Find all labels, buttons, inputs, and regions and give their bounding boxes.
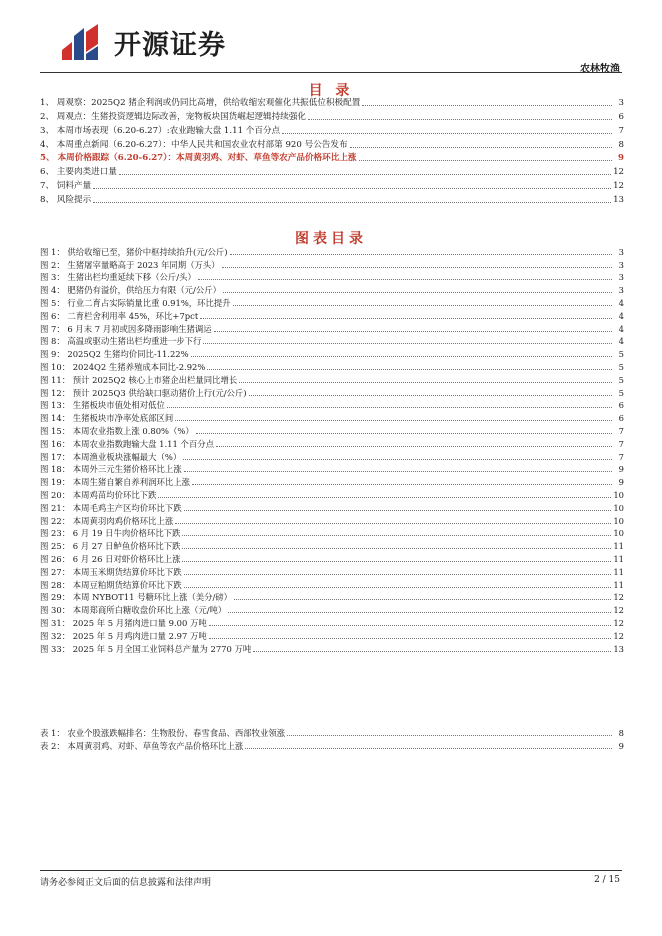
toc-entry[interactable]	[40, 424, 624, 437]
dot-leader	[184, 587, 612, 588]
toc-entry-page: 12	[613, 617, 624, 628]
page-number: 2 / 15	[594, 875, 620, 885]
dot-leader	[183, 459, 612, 460]
toc-entry-page: 3	[618, 246, 624, 257]
toc-entry[interactable]	[40, 514, 624, 527]
toc-entry-title: 5、 本周价格跟踪（6.20-6.27）：本周黄羽鸡、对虾、草鱼等农产品价格环比上涨	[40, 153, 357, 164]
toc-entry-title: 图 32： 2025 年 5 月鸡肉进口量 2.97 万吨	[40, 630, 207, 641]
toc-entry-page: 11	[613, 566, 624, 577]
toc-entry-title: 图 11： 预计 2025Q2 核心上市猪企出栏量同比增长	[40, 374, 238, 385]
toc-entry-page: 11	[613, 541, 624, 552]
toc-entry[interactable]	[40, 488, 624, 501]
toc-entry[interactable]	[40, 309, 624, 322]
toc-entry[interactable]	[40, 258, 624, 271]
toc-entry[interactable]	[40, 501, 624, 514]
toc-entry[interactable]	[40, 578, 624, 591]
toc-entry-page: 13	[613, 643, 624, 654]
toc-entry-page: 10	[613, 502, 624, 513]
toc-entry-page: 4	[618, 310, 624, 321]
toc-entry-title: 图 16： 本周农业指数跑输大盘 1.11 个百分点	[40, 438, 214, 449]
toc-entry[interactable]	[40, 552, 624, 565]
toc-entry-title: 图 7： 6 月末 7 月初或因多降雨影响生猪调运	[40, 323, 212, 334]
toc-entry[interactable]	[40, 399, 624, 412]
dot-leader	[214, 331, 612, 332]
toc-entry-page: 10	[613, 489, 624, 500]
toc-entry-title: 图 2： 生猪屠宰量略高于 2023 年同期（万头）	[40, 259, 220, 270]
toc-entry[interactable]	[40, 271, 624, 284]
toc-entry-title: 图 26： 6 月 26 日对虾价格环比上涨	[40, 553, 181, 564]
toc-entry[interactable]	[40, 591, 624, 604]
toc-entry-page: 11	[613, 579, 624, 590]
toc-entry-page: 5	[618, 387, 624, 398]
dot-leader	[222, 267, 612, 268]
dot-leader	[308, 119, 612, 120]
dot-leader	[228, 612, 611, 613]
toc-entry-title: 图 3： 生猪出栏均重延续下移（公斤/头）	[40, 272, 196, 283]
dot-leader	[234, 599, 611, 600]
dot-leader	[207, 369, 612, 370]
toc-entry-page: 6	[618, 413, 624, 424]
toc-entry-page: 12	[613, 592, 624, 603]
dot-leader	[362, 105, 612, 106]
toc-entry[interactable]	[40, 527, 624, 540]
toc-entry-title: 图 20： 本周鸡苗均价环比下跌	[40, 489, 157, 500]
dot-leader	[184, 574, 612, 575]
toc-entry-title: 图 4： 肥猪仍有溢价，供给压力有限（元/公斤）	[40, 285, 221, 296]
toc-entry-page: 8	[618, 727, 624, 738]
dot-leader	[167, 407, 612, 408]
toc-entry-title: 2、 周观点：生猪投资逻辑边际改善，宠物板块国货崛起逻辑持续强化	[40, 111, 307, 122]
toc-entry-title: 图 28： 本周豆粕期货结算价环比下跌	[40, 579, 182, 590]
toc-entry-title: 图 33： 2025 年 5 月全国工业饲料总产量为 2770 万吨	[40, 643, 252, 654]
toc-entry-title: 图 12： 预计 2025Q3 供给缺口驱动猪价上行(元/公斤)	[40, 387, 247, 398]
toc-entry[interactable]	[40, 283, 624, 296]
dot-leader	[182, 535, 611, 536]
toc-entry-page: 3	[618, 285, 624, 296]
toc-entry-title: 图 30： 本周郑商所白糖收盘价环比上涨（元/吨）	[40, 605, 227, 616]
dot-leader	[203, 343, 612, 344]
toc-entry-page: 9	[618, 477, 624, 488]
dot-leader	[253, 651, 611, 652]
dot-leader	[350, 147, 612, 148]
dot-leader	[182, 548, 611, 549]
toc-entry-title: 图 23： 6 月 19 日牛肉价格环比下跌	[40, 528, 181, 539]
toc-entry-page: 12	[613, 167, 624, 178]
toc-entry[interactable]	[40, 463, 624, 476]
toc-entry-title: 图 31： 2025 年 5 月猪肉进口量 9.00 万吨	[40, 617, 207, 628]
toc-entry[interactable]	[40, 475, 624, 488]
toc-entry[interactable]	[40, 373, 624, 386]
toc-entry-title: 图 6： 二育栏舍利用率 45%，环比+7pct	[40, 310, 199, 321]
toc-entry-page: 10	[613, 528, 624, 539]
toc-entry-title: 图 5： 行业二育占实际销量比重 0.91%，环比提升	[40, 297, 231, 308]
dot-leader	[184, 471, 612, 472]
toc-entry-page: 12	[613, 181, 624, 192]
toc-entry-page: 7	[618, 125, 624, 136]
toc-entry-title: 图 29： 本周 NYBOT11 号糖环比上涨（美分/磅）	[40, 592, 233, 603]
toc-entry-page: 9	[618, 740, 624, 751]
dot-leader	[200, 318, 612, 319]
toc-entry-page: 10	[613, 515, 624, 526]
toc-entry[interactable]	[40, 296, 624, 309]
toc-entry[interactable]	[40, 137, 624, 151]
toc-entry[interactable]	[40, 450, 624, 463]
dot-leader	[359, 160, 612, 161]
dot-leader	[184, 510, 612, 511]
tables-list	[40, 726, 624, 752]
dot-leader	[209, 625, 612, 626]
brand-logo	[58, 20, 226, 64]
toc-entry-title: 表 2： 本周黄羽鸡、对虾、草鱼等农产品价格环比上涨	[40, 740, 244, 751]
toc-entry-title: 图 13： 生猪板块市值处相对低位	[40, 400, 165, 411]
toc-entry-title: 图 21： 本周毛鸡主产区均价环比下跌	[40, 502, 182, 513]
dot-leader	[216, 446, 612, 447]
toc-entry-page: 9	[618, 464, 624, 475]
dot-leader	[209, 638, 612, 639]
toc-entry-page: 12	[613, 605, 624, 616]
toc-entry-page: 5	[618, 349, 624, 360]
toc-entry-page: 13	[613, 195, 624, 206]
footer-disclaimer: 请务必参阅正文后面的信息披露和法律声明	[40, 878, 212, 888]
dot-leader	[182, 561, 611, 562]
dot-leader	[245, 748, 612, 749]
toc-entry[interactable]	[40, 360, 624, 373]
toc-entry[interactable]	[40, 178, 624, 192]
toc-entry[interactable]	[40, 245, 624, 258]
toc-entry-page: 11	[613, 553, 624, 564]
toc-entry[interactable]	[40, 642, 624, 655]
dot-leader	[239, 382, 612, 383]
toc-entry-page: 7	[618, 451, 624, 462]
toc-entry[interactable]	[40, 335, 624, 348]
toc-list	[40, 95, 624, 206]
toc-entry[interactable]	[40, 629, 624, 642]
toc-entry-title: 图 10： 2024Q2 生猪养殖成本同比-2.92%	[40, 361, 206, 372]
toc-entry-page: 4	[618, 297, 624, 308]
toc-entry-title: 图 19： 本周生猪自繁自养利润环比上涨	[40, 477, 190, 488]
toc-entry-title: 图 18： 本周外三元生猪价格环比上涨	[40, 464, 182, 475]
toc-entry-title: 图 27： 本周玉米期货结算价环比下跌	[40, 566, 182, 577]
toc-entry-title: 图 8： 高温或驱动生猪出栏均重进一步下行	[40, 336, 202, 347]
dot-leader	[287, 735, 612, 736]
toc-entry[interactable]	[40, 322, 624, 335]
toc-entry[interactable]	[40, 192, 624, 206]
toc-entry[interactable]	[40, 95, 624, 109]
toc-entry[interactable]	[40, 539, 624, 552]
toc-entry-title: 图 9： 2025Q2 生猪均价同比-11.22%	[40, 349, 189, 360]
toc-entry-title: 图 1： 供给收缩已至，猪价中枢持续抬升(元/公斤)	[40, 246, 228, 257]
toc-entry-page: 8	[618, 139, 624, 150]
toc-entry-title: 图 25： 6 月 27 日鲈鱼价格环比下跌	[40, 541, 181, 552]
toc-entry-title: 图 15： 本周农业指数上涨 0.80%（%）	[40, 425, 194, 436]
toc-entry-page: 9	[618, 153, 624, 164]
toc-entry-title: 8、 风险提示	[40, 195, 92, 206]
dot-leader	[192, 484, 612, 485]
header-divider	[40, 72, 622, 73]
dot-leader	[119, 174, 611, 175]
toc-entry-page: 5	[618, 374, 624, 385]
toc-entry-page: 6	[618, 400, 624, 411]
toc-entry-title: 表 1： 农业个股涨跌幅排名：生物股份、春雪食品、西部牧业领涨	[40, 727, 286, 738]
toc-entry-page: 6	[618, 111, 624, 122]
dot-leader	[191, 356, 612, 357]
toc-entry[interactable]	[40, 386, 624, 399]
dot-leader	[233, 305, 612, 306]
toc-entry-title: 3、 本周市场表现（6.20-6.27）:农业跑输大盘 1.11 个百分点	[40, 125, 281, 136]
toc-entry-title: 7、 饲料产量	[40, 181, 92, 192]
toc-entry-page: 3	[618, 272, 624, 283]
dot-leader	[158, 497, 611, 498]
toc-entry[interactable]	[40, 123, 624, 137]
brand-name: 开源证券	[114, 29, 226, 61]
toc-entry-page: 7	[618, 438, 624, 449]
toc-entry[interactable]	[40, 726, 624, 739]
toc-entry-title: 4、 本周重点新闻（6.20-6.27）：中华人民共和国农业农村部第 920 号公告发布	[40, 139, 348, 150]
brand-mark-icon	[58, 20, 106, 64]
toc-entry[interactable]	[40, 164, 624, 178]
toc-entry-page: 3	[618, 97, 624, 108]
toc-entry[interactable]	[40, 347, 624, 360]
toc-entry-title: 6、 主要肉类进口量	[40, 167, 117, 178]
toc-entry-title: 图 14： 生猪板块市净率处底部区间	[40, 413, 174, 424]
toc-entry-page: 12	[613, 630, 624, 641]
dot-leader	[196, 433, 612, 434]
toc-entry[interactable]	[40, 739, 624, 752]
toc-entry[interactable]	[40, 437, 624, 450]
toc-entry-page: 4	[618, 336, 624, 347]
dot-leader	[282, 133, 612, 134]
toc-entry[interactable]	[40, 411, 624, 424]
dot-leader	[175, 420, 612, 421]
dot-leader	[93, 202, 611, 203]
toc-entry[interactable]	[40, 603, 624, 616]
toc-entry-page: 3	[618, 259, 624, 270]
toc-entry-title: 1、 周观察：2025Q2 猪企利润或仍同比高增，供给收缩宏观催化共振低位积极配置	[40, 97, 361, 108]
dot-leader	[198, 279, 612, 280]
footer-divider	[40, 870, 622, 871]
figures-list	[40, 245, 624, 655]
toc-entry-title: 图 22： 本周黄羽肉鸡价格环比上涨	[40, 515, 174, 526]
dot-leader	[230, 254, 612, 255]
dot-leader	[93, 188, 611, 189]
sector-label: 农林牧渔	[580, 64, 620, 75]
figures-title: 图表目录	[295, 231, 367, 247]
dot-leader	[175, 523, 611, 524]
toc-entry[interactable]	[40, 151, 624, 165]
dot-leader	[223, 292, 612, 293]
toc-entry[interactable]	[40, 616, 624, 629]
toc-entry-page: 5	[618, 361, 624, 372]
toc-entry-title: 图 17： 本周渔业板块涨幅最大（%）	[40, 451, 182, 462]
toc-title: 目 录	[308, 83, 354, 99]
toc-entry[interactable]	[40, 109, 624, 123]
toc-entry[interactable]	[40, 565, 624, 578]
toc-entry-page: 4	[618, 323, 624, 334]
toc-entry-page: 7	[618, 425, 624, 436]
dot-leader	[249, 395, 612, 396]
